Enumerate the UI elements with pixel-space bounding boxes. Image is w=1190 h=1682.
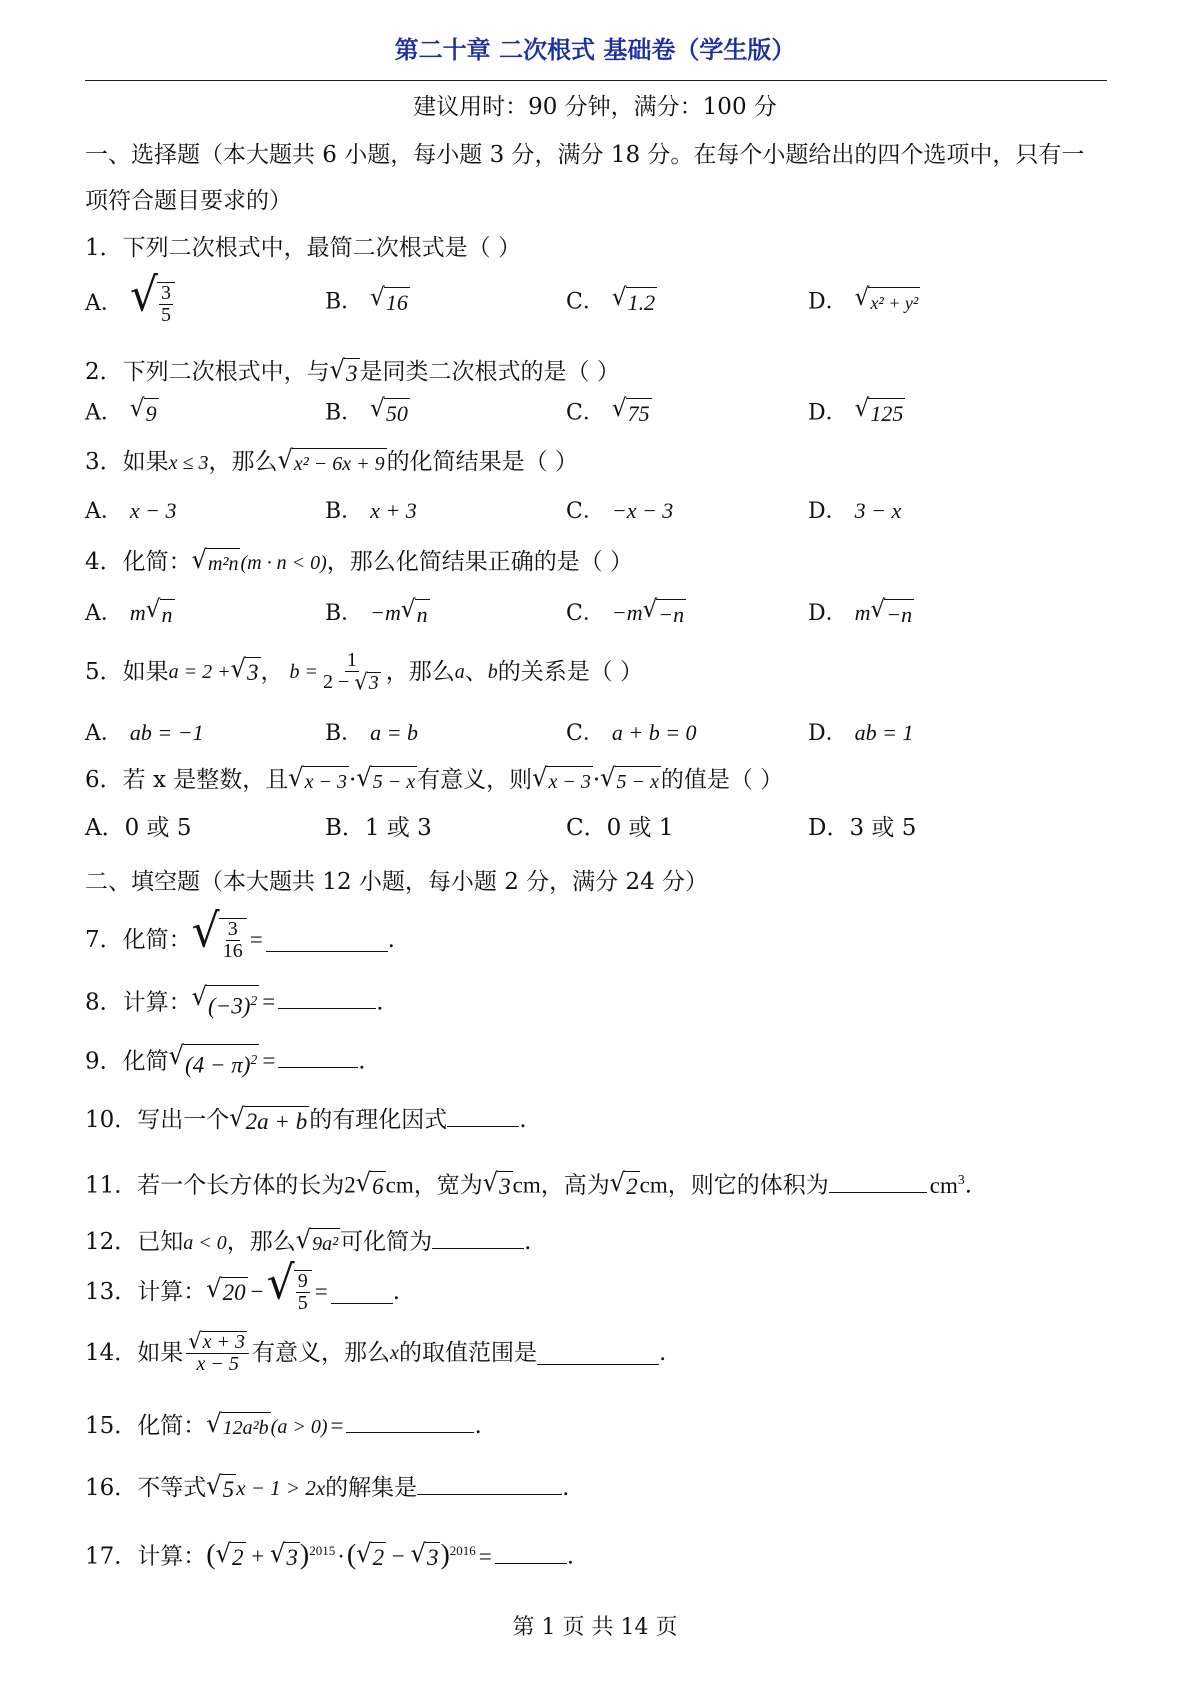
q6-option-b: B．1 或 3 bbox=[325, 815, 432, 841]
q5-option-b: B． a = b bbox=[325, 720, 419, 746]
q1-stem: 1．下列二次根式中，最简二次根式是（ ） bbox=[85, 235, 521, 261]
q4-option-d: D． m √ −n bbox=[808, 598, 914, 630]
q16-answer-blank[interactable] bbox=[417, 1472, 562, 1495]
page-number: 第 1 页 共 14 页 bbox=[512, 1615, 678, 1640]
q5-option-d: D． ab = 1 bbox=[808, 720, 914, 746]
page-title: 第二十章 二次根式 基础卷（学生版） bbox=[394, 36, 796, 64]
q9-answer-blank[interactable] bbox=[278, 1045, 358, 1068]
q12: 12．已知a < 0，那么 √ 9a² 可化简为 . bbox=[85, 1226, 531, 1259]
title-divider bbox=[85, 80, 1107, 81]
q3-option-a: A． x − 3 bbox=[85, 498, 177, 524]
q6-stem: 6．若 x 是整数，且 √ x − 3 · √ 5 − x 有意义，则 √ x − 3 · √ 5 − x 的值是（ ） bbox=[85, 765, 783, 797]
q3-stem: 3．如果x ≤ 3，那么 √ x² − 6x + 9 的化简结果是（ ） bbox=[85, 447, 578, 479]
q2-option-d: D． √ 125 bbox=[808, 398, 905, 429]
section1-heading-line1: 一、选择题（本大题共 6 小题，每小题 3 分，满分 18 分。在每个小题给出的四个选项中，只有一 bbox=[85, 142, 1085, 168]
q8-answer-blank[interactable] bbox=[278, 986, 376, 1009]
q12-answer-blank[interactable] bbox=[432, 1226, 524, 1249]
q4-stem: 4．化简： √ m²n (m · n < 0)，那么化简结果正确的是（ ） bbox=[85, 547, 633, 579]
section1-heading-line2: 项符合题目要求的） bbox=[85, 188, 292, 214]
q11-answer-blank[interactable] bbox=[829, 1170, 927, 1193]
q5-option-c: C． a + b = 0 bbox=[566, 720, 697, 746]
q9: 9．化简 √ $(4 - \pi)^2$ = . bbox=[85, 1044, 366, 1081]
q2-option-b: B． √ 50 bbox=[325, 398, 410, 429]
q4-option-a: A． m √ n bbox=[85, 598, 175, 630]
q11: 11．若一个长方体的长为2 √ 6 cm，宽为 √ 3 cm，高为 √ 2 cm，则它的体积为 $cm^3$. bbox=[85, 1165, 972, 1202]
q3-option-d: D． 3 − x bbox=[808, 498, 902, 524]
q5-option-a: A． ab = −1 bbox=[85, 720, 204, 746]
q15-answer-blank[interactable] bbox=[346, 1410, 474, 1433]
q14: 14．如果 √ x + 3 x − 5 有意义，那么 x 的取值范围是 . bbox=[85, 1328, 667, 1376]
q13-answer-blank[interactable] bbox=[331, 1281, 393, 1304]
q14-answer-blank[interactable] bbox=[537, 1342, 659, 1365]
q13: 13．计算： √ 20 − √ $\frac{9}{5}$ = . bbox=[85, 1256, 400, 1314]
q2-option-a: A． √ 9 bbox=[85, 398, 159, 429]
q6-option-c: C．0 或 1 bbox=[566, 815, 674, 841]
q4-option-b: B． −m √ n bbox=[325, 598, 430, 630]
q7-answer-blank[interactable] bbox=[266, 929, 388, 952]
q3-option-c: C． −x − 3 bbox=[566, 498, 674, 524]
q17: 17．计算：( √ 2 + √ 3 )$^{2015}$·( √ 2 − √ 3 )$^{2016}$ = . bbox=[85, 1536, 574, 1573]
q10-answer-blank[interactable] bbox=[447, 1104, 519, 1127]
q7: 7．化简： √ $\frac{3}{16}$ = . bbox=[85, 904, 395, 962]
q6-option-d: D．3 或 5 bbox=[808, 815, 917, 841]
q8: 8．计算： √ $(-3)^2$ = . bbox=[85, 985, 384, 1022]
q6-option-a: A．0 或 5 bbox=[85, 815, 192, 841]
q1-option-a: A． √ $\frac{3}{5}$ bbox=[85, 282, 175, 326]
q17-answer-blank[interactable] bbox=[495, 1541, 567, 1564]
time-score-note: 建议用时：90 分钟，满分：100 分 bbox=[413, 94, 777, 120]
q10: 10．写出一个 √ 2a + b 的有理化因式 . bbox=[85, 1104, 527, 1137]
q4-option-c: C． −m √ −n bbox=[566, 598, 686, 630]
q1-option-c: C． √ 1.2 bbox=[566, 287, 657, 318]
section2-heading: 二、填空题（本大题共 12 小题，每小题 2 分，满分 24 分） bbox=[85, 869, 709, 895]
q1-option-b: B． √ 16 bbox=[325, 287, 410, 318]
q3-option-b: B． x + 3 bbox=[325, 498, 417, 524]
q5-stem: 5．如果 a = 2 + √ 3 ， b = 1 2 − √ 3 ，那么 a 、 b 的关系是（ ） bbox=[85, 648, 644, 695]
q15: 15．化简： √ 12a²b (a > 0) = . bbox=[85, 1410, 482, 1443]
q16: 16．不等式 √ 5 x − 1 > 2x的解集是 . bbox=[85, 1472, 569, 1505]
q2-option-c: C． √ 75 bbox=[566, 398, 652, 429]
q1-option-d: D． √ x² + y² bbox=[808, 287, 920, 318]
q2-stem: 2．下列二次根式中，与 √ 3 是同类二次根式的是（ ） bbox=[85, 357, 620, 389]
